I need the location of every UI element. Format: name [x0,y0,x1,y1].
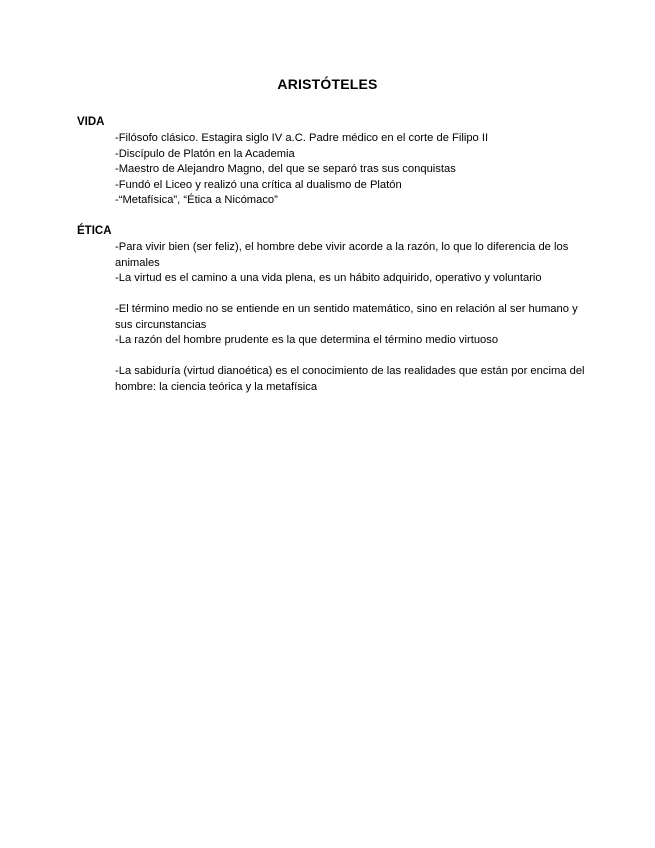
page-title: ARISTÓTELES [277,76,378,92]
vida-item: -Fundó el Liceo y realizó una crítica al dualismo de Platón [115,178,402,191]
section-heading-etica: ÉTICA [77,225,112,237]
section-heading-vida: VIDA [77,116,105,128]
paragraph-gap [115,287,585,303]
etica-item: -La virtud es el camino a una vida plena, es un hábito adquirido, operativo y voluntario [115,272,542,284]
etica-item: -Para vivir bien (ser feliz), el hombre debe vivir acorde a la razón, lo que lo diferencia de los animales [115,241,569,269]
etica-item: -El término medio no se entiende en un sentido matemático, sino en relación al ser humano y sus circunstancias [115,303,578,331]
vida-list [115,131,585,209]
vida-item: -Maestro de Alejandro Magno, del que se separó tras sus conquistas [115,163,456,175]
etica-item: -La razón del hombre prudente es la que determina el término medio virtuoso [115,334,499,346]
vida-item: -Filósofo clásico. Estagira siglo IV a.C. Padre médico en el corte de Filipo II [115,132,489,144]
vida-item: -“Metafísica”, “Ética a Nicómaco” [115,194,278,206]
etica-item: -La sabiduría (virtud dianoética) es el conocimiento de las realidades que están por encima del hombre: la ciencia teórica y la metafísica [115,365,585,393]
paragraph-gap [115,349,585,365]
etica-list [115,240,585,395]
vida-item: -Discípulo de Platón en la Academia [115,147,295,160]
